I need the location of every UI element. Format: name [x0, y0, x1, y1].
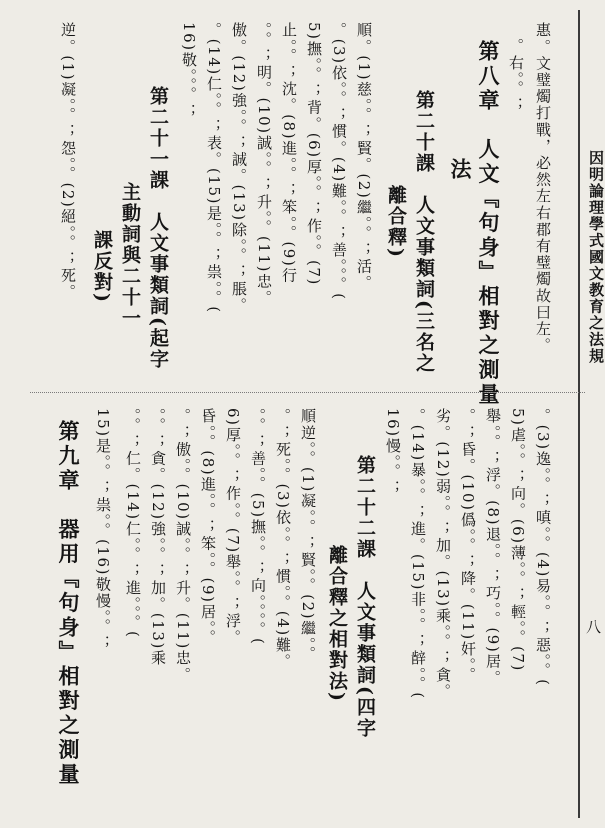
text-column: 5)虐。。；向。(6)薄。。；輕。。(7) — [509, 408, 527, 672]
lesson-heading-cont: 離合釋) — [385, 185, 407, 259]
text-column: 舉。。；浮。(8)退。。；巧。。(9)居。 — [484, 408, 502, 687]
text-column: 6)厚。。；作。。(7)舉。。；浮。 — [224, 408, 242, 646]
section-divider — [30, 392, 585, 393]
text-column: 16)敬。。。； — [180, 22, 198, 120]
chapter-heading: 第八章 人文『句身』相對之測量 — [476, 40, 501, 408]
lesson-heading-cont: 離合釋之相對法) — [326, 545, 348, 703]
text-column: 傲。(12)強。。；誠。(13)除。。；脹。 — [230, 22, 248, 314]
text-column: 15)是。。；祟。。(16)敬慢。。； — [94, 408, 112, 652]
text-column: 止。。；沈。(8)進。。；笨。。(9)行 — [280, 22, 298, 284]
lesson-heading-cont: 主動詞與二十一 — [119, 182, 141, 329]
lesson-heading-cont: 課反對) — [91, 230, 113, 304]
text-column: 逆。(1)凝。。；怨。。(2)絕。。；死。 — [59, 22, 77, 301]
text-column: 昏。。(8)進。。；笨。。(9)居。。 — [199, 408, 217, 646]
text-column: 。；昏。(10)僞。。；降。(11)奸。。 — [459, 408, 477, 684]
header-rule — [578, 10, 580, 818]
text-column: 。；傲。。(10)誠。。；升。(11)忠。 — [174, 408, 192, 684]
text-column: 劣。(12)弱。。；加。(13)乘。。；貪。 — [434, 408, 452, 700]
text-column: 。(14)暴。。；進。(15)非。。；辪。。( — [409, 408, 427, 700]
lesson-heading: 第二十二課 人文事類詞(四字 — [354, 455, 376, 739]
page-number: 八 — [586, 618, 602, 636]
text-column: 。；死。。(3)依。。；慣。。(4)難。 — [274, 408, 292, 670]
text-column: 。(3)逸。。；嗔。。(4)易。。；惡。。( — [534, 408, 552, 687]
lesson-heading: 第二十課 人文事類詞(三名之 — [413, 90, 435, 374]
text-column: 順。(1)慈。。；賢。(2)繼。。；活。 — [355, 22, 373, 292]
text-column: 順逆。。(1)凝。。；賢。。(2)繼。。 — [299, 408, 317, 663]
text-column: 。。；貪。(12)強。。；加。(13)乘 — [149, 408, 167, 667]
text-column: 。。；明。(10)誠。。；升。。(11)忠。 — [255, 22, 273, 307]
chapter-heading-cont: 法 — [448, 158, 473, 183]
text-column: 。右。。； — [507, 38, 525, 114]
text-column: 。(14)仁。。；表。(15)是。。；祟。。( — [205, 22, 223, 314]
text-column: 。(3)依。。；慣。(4)難。。；善。。。( — [330, 22, 348, 301]
text-column: 。。；善。。(5)撫。。；向。。。。( — [249, 408, 267, 646]
text-column: 16)慢。。； — [384, 408, 402, 497]
running-title: 因明論理學式國文教育之法規 — [587, 150, 605, 365]
text-column: 。。；仁。(14)仁。。；進。。。( — [124, 408, 142, 639]
text-column: 惠。文璧燭打戰，必然左右郡有璧燭故曰左。 — [534, 22, 552, 354]
lesson-heading: 第二十一課 人文事類詞(起字 — [147, 86, 169, 370]
chapter-heading: 第九章 器用『句身』相對之測量 — [56, 420, 81, 788]
text-column: 5)撫。。；背。(6)厚。。；作。。(7) — [305, 22, 323, 286]
